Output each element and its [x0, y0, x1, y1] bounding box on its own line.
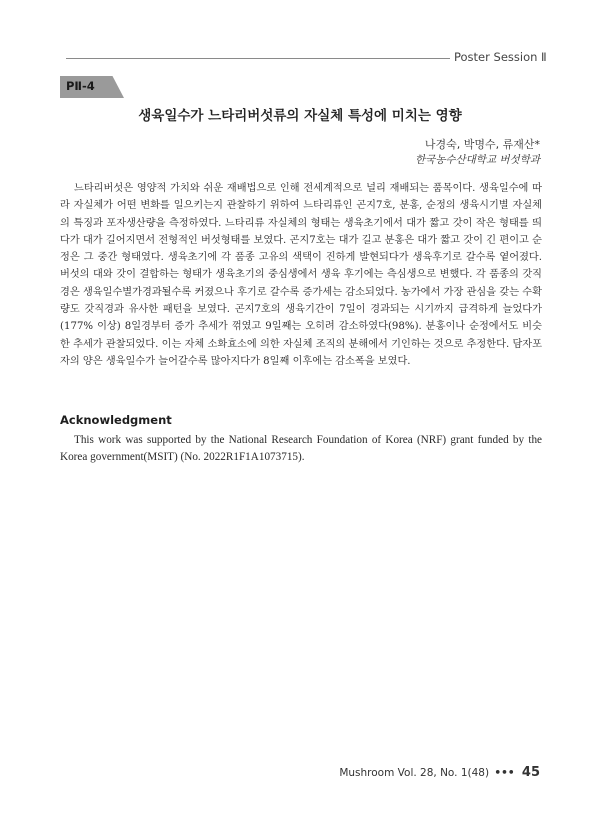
page-number: 45: [521, 765, 540, 780]
abstract-paragraph: 느타리버섯은 영양적 가치와 쉬운 재배법으로 인해 전세계적으로 널리 재배되는 품목이다. 생육일수에 따라 자실체가 어떤 변화를 일으키는지 관찰하기 위하여 느타리류인 곤지7호, 분홍, 순정의 생육시기별 자실체의 특징과 포자생산량을 측정하였다. 느타리류 자실체의 형태는 생육초기에서 대가 짧고 갓이 작은 형태를 띄다가 대가 길어지면서 전형적인 버섯형태를 보였다. 곤지7호는 대가 길고 분홍은 대가 짧고 갓이 긴 편이고 순정은 그 중간 형태였다. 생육초기에 각 품종 고유의 색택이 진하게 발현되다가 생육후기로 갈수록 옅어졌다. 버섯의 대와 갓이 결합하는 형태가 생육초기의 중심생에서 생육 후기에는 측심생으로 변했다. 각 품종의 갓직경은 생육일수별가경과될수록 커졌으나 후기로 갈수록 증가세는 감소되었다. 농가에서 가장 관심을 갖는 수확량도 갓직경과 유사한 패턴을 보였다. 곤지7호의 생육기간이 7일이 경과되는 시기까지 급격하게 늘었다가(177% 이상) 8일경부터 증가 추세가 꺾였고 9일째는 오히려 감소하였다(98%). 분홍이나 순정에서도 비슷한 추세가 관찰되었다. 이는 자체 소화효소에 의한 자실체 조직의 분해에서 기인하는 것으로 추정한다. 담자포자의 양은 생육일수가 늘어갈수록 많아지다가 8일째 이후에는 감소폭을 보였다.: [60, 183, 542, 367]
footer-separator: •••: [494, 767, 515, 779]
acknowledgment-paragraph: This work was supported by the National Research Foundation of Korea (NRF) grant funded by the Korea government(MSIT) (No. 2022R1F1A1073715).: [60, 434, 542, 463]
paper-title: 생육일수가 느타리버섯류의 자실체 특성에 미치는 영향: [138, 108, 462, 124]
journal-citation: Mushroom Vol. 28, No. 1(48): [339, 767, 490, 779]
acknowledgment-body: [60, 432, 542, 466]
session-tag: [60, 76, 124, 98]
section-header: Poster Session Ⅱ: [454, 50, 547, 64]
paper-affiliation: 한국농수산대학교 버섯학과: [414, 154, 540, 166]
abstract: [60, 180, 542, 370]
page-footer: [339, 765, 540, 780]
session-tag-label: PⅡ-4: [66, 79, 95, 93]
paper-authors: 나경숙, 박명수, 류재산*: [424, 138, 540, 151]
acknowledgment-heading: Acknowledgment: [60, 413, 172, 427]
header-rule: [66, 58, 450, 59]
